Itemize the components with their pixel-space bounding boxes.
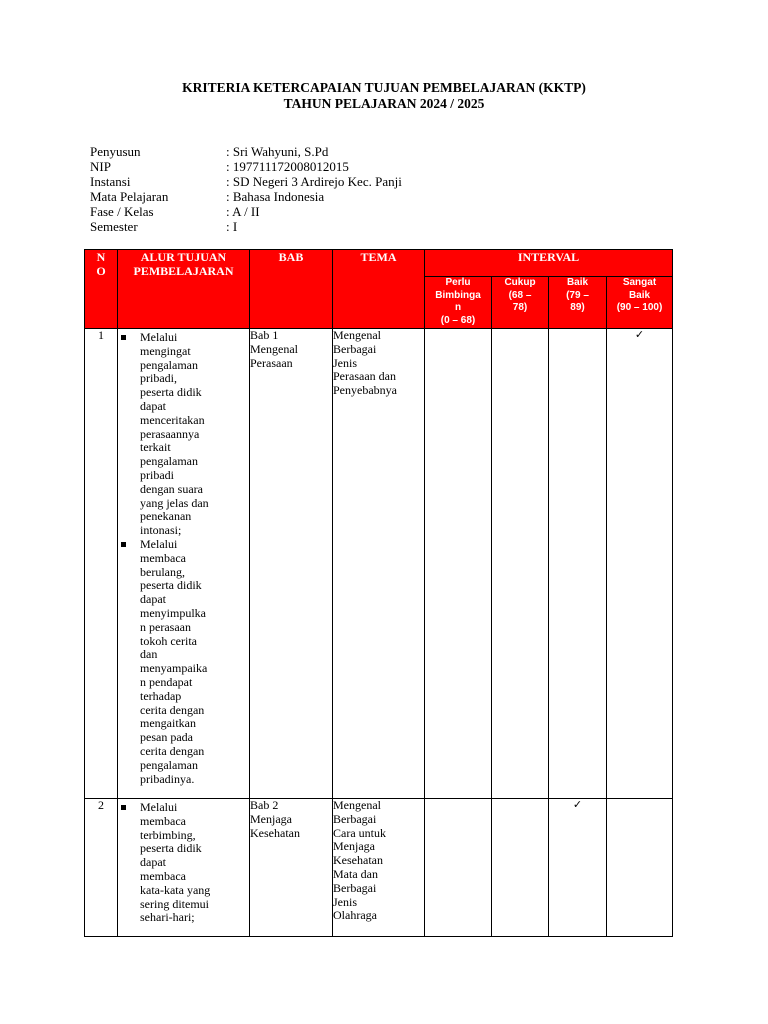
bullet-icon — [121, 542, 126, 547]
header-cukup: Cukup (68 – 78) — [492, 277, 549, 329]
atp-cell — [118, 329, 250, 799]
bab-cell: Bab 2 Menjaga Kesehatan — [250, 799, 333, 937]
check-cell-sangat-baik: ✓ — [607, 329, 673, 799]
title-line-1: KRITERIA KETERCAPAIAN TUJUAN PEMBELAJARAN (KKTP) — [182, 80, 586, 95]
atp-item: Melalui membaca berulang, peserta didik dapat menyimpulka n perasaan tokoh cerita dan menyampaika n pendapat terhadap cerita dengan mengaitkan pesan pada cerita dengan pengalaman pribadinya. — [118, 538, 249, 786]
meta-row — [90, 174, 402, 189]
meta-label: Penyusun — [90, 144, 141, 159]
bullet-icon — [121, 805, 126, 810]
meta-row — [90, 189, 402, 204]
header-interval: INTERVAL — [425, 250, 673, 277]
meta-row — [90, 159, 402, 174]
header-perlu-bimbingan: Perlu Bimbinga n (0 – 68) — [425, 277, 492, 329]
meta-row — [90, 144, 402, 159]
header-tema: TEMA — [333, 250, 425, 329]
header-bab: BAB — [250, 250, 333, 329]
header-baik: Baik (79 – 89) — [549, 277, 607, 329]
check-cell-perlu-bimbingan — [425, 799, 492, 937]
header-row — [85, 250, 673, 277]
check-cell-cukup — [492, 799, 549, 937]
row-number: 1 — [85, 329, 118, 799]
meta-value: : SD Negeri 3 Ardirejo Kec. Panji — [226, 174, 402, 189]
meta-value: : Bahasa Indonesia — [226, 189, 325, 204]
header-atp: ALUR TUJUAN PEMBELAJARAN — [118, 250, 250, 329]
row-number: 2 — [85, 799, 118, 937]
meta-label: Fase / Kelas — [90, 204, 154, 219]
table-row — [85, 329, 673, 799]
meta-value: : I — [226, 219, 238, 234]
atp-cell — [118, 799, 250, 937]
bab-cell: Bab 1 Mengenal Perasaan — [250, 329, 333, 799]
meta-label: Mata Pelajaran — [90, 189, 169, 204]
meta-value: : A / II — [226, 204, 260, 219]
meta-value: : 197711172008012015 — [226, 159, 349, 174]
meta-row — [90, 204, 402, 219]
check-cell-baik — [549, 329, 607, 799]
tema-cell: Mengenal Berbagai Cara untuk Menjaga Kesehatan Mata dan Berbagai Jenis Olahraga — [333, 799, 425, 937]
check-cell-baik: ✓ — [549, 799, 607, 937]
header-no: N O — [85, 250, 118, 329]
header-sangat-baik: Sangat Baik (90 – 100) — [607, 277, 673, 329]
kktp-table — [84, 249, 673, 937]
document-title — [0, 80, 768, 112]
check-cell-cukup — [492, 329, 549, 799]
identity-block — [90, 144, 402, 234]
table-row — [85, 799, 673, 937]
meta-value: : Sri Wahyuni, S.Pd — [226, 144, 329, 159]
tema-cell: Mengenal Berbagai Jenis Perasaan dan Penyebabnya — [333, 329, 425, 799]
atp-item: Melalui membaca terbimbing, peserta didik dapat membaca kata-kata yang sering ditemui sehari-hari; — [118, 801, 249, 925]
bullet-icon — [121, 335, 126, 340]
title-line-2: TAHUN PELAJARAN 2024 / 2025 — [283, 96, 485, 111]
check-cell-sangat-baik — [607, 799, 673, 937]
atp-item: Melalui mengingat pengalaman pribadi, peserta didik dapat menceritakan perasaannya terkait pengalaman pribadi dengan suara yang jelas dan penekanan intonasi; — [118, 331, 249, 538]
check-cell-perlu-bimbingan — [425, 329, 492, 799]
meta-label: Semester — [90, 219, 138, 234]
meta-label: NIP — [90, 159, 111, 174]
meta-label: Instansi — [90, 174, 131, 189]
meta-row — [90, 219, 402, 234]
